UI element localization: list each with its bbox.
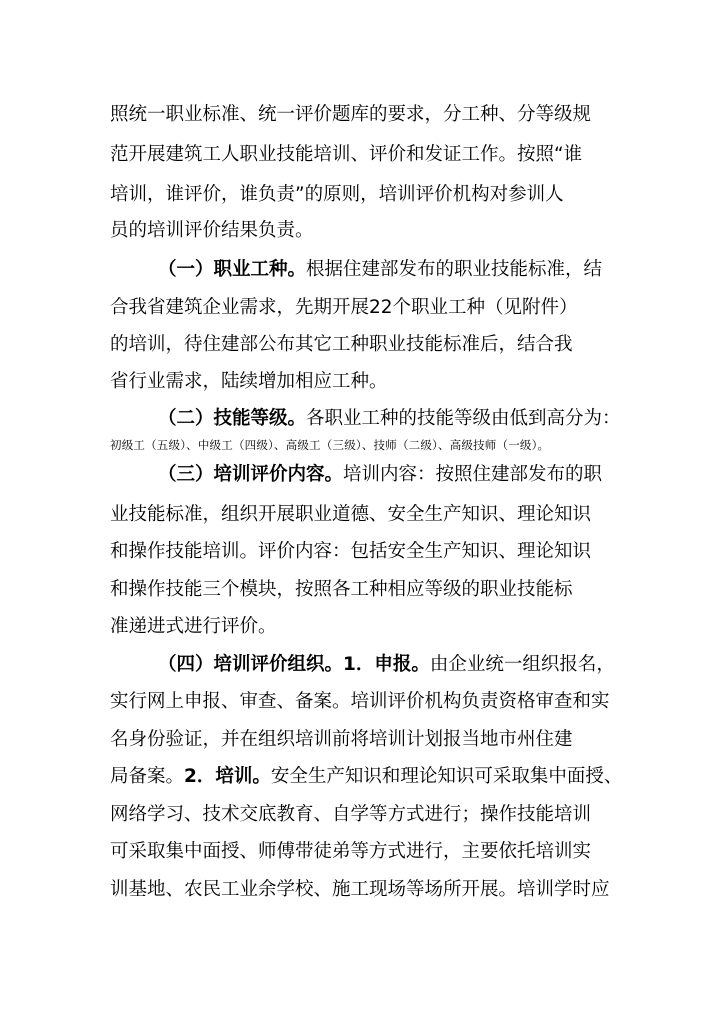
- section-heading: （一）职业工种。: [158, 259, 307, 280]
- text-line: 网络学习、技术交底教育、自学等方式进行；操作技能培训: [110, 804, 592, 825]
- subsection-heading: 2．培训。: [184, 766, 271, 787]
- text-span: 根据住建部发布的职业技能标准，结: [306, 259, 603, 280]
- text-line: 训基地、农民工业余学校、施工现场等场所开展。培训学时应: [110, 879, 610, 900]
- text-span: 局备案。: [110, 766, 185, 787]
- text-line: 培训，谁评价，谁负责”的原则，培训评价机构对参训人: [110, 184, 564, 205]
- text-line: 范开展建筑工人职业技能培训、评价和发证工作。按照“谁: [110, 144, 583, 165]
- text-line: 可采取集中面授、师傅带徒弟等方式进行，主要依托培训实: [110, 841, 592, 862]
- text-span: 培训内容：按照住建部发布的职: [343, 464, 603, 485]
- text-span: 安全生产知识和理论知识可采取集中面授、: [270, 766, 623, 787]
- section-heading: （二）技能等级。: [158, 408, 307, 429]
- text-line: [158, 407, 620, 431]
- text-line: [158, 463, 620, 487]
- text-line: 省行业需求，陆续增加相应工种。: [110, 371, 388, 392]
- text-line: [158, 258, 620, 282]
- text-line: 实行网上申报、审查、备案。培训评价机构负责资格审查和实: [110, 691, 610, 712]
- text-line: 的培训，待住建部公布其它工种职业技能标准后，结合我: [110, 334, 573, 355]
- text-line: [158, 653, 620, 677]
- text-line: [110, 765, 623, 789]
- text-line: 照统一职业标准、统一评价题库的要求，分工种、分等级规: [110, 104, 592, 125]
- section-heading: （四）培训评价组织。: [158, 654, 344, 675]
- text-line: 合我省建筑企业需求，先期开展22个职业工种（见附件）: [110, 297, 578, 318]
- text-line: 和操作技能培训。评价内容：包括安全生产知识、理论知识: [110, 541, 592, 562]
- text-line: 初级工（五级）、中级工（四级）、高级工（三级）、技师（二级）、高级技师（一级）。: [110, 438, 550, 452]
- text-line: 和操作技能三个模块，按照各工种相应等级的职业技能标: [110, 579, 573, 600]
- text-line: 业技能标准，组织开展职业道德、安全生产知识、理论知识: [110, 504, 592, 525]
- text-line: 员的培训评价结果负责。: [110, 220, 314, 241]
- section-heading: （三）培训评价内容。: [158, 464, 344, 485]
- text-line: 名身份验证，并在组织培训前将培训计划报当地市州住建: [110, 729, 573, 750]
- text-line: 准递进式进行评价。: [110, 616, 277, 637]
- text-span: 各职业工种的技能等级由低到高分为：: [306, 408, 621, 429]
- text-span: 由企业统一组织报名，: [429, 654, 615, 675]
- subsection-heading: 1．申报。: [343, 654, 430, 675]
